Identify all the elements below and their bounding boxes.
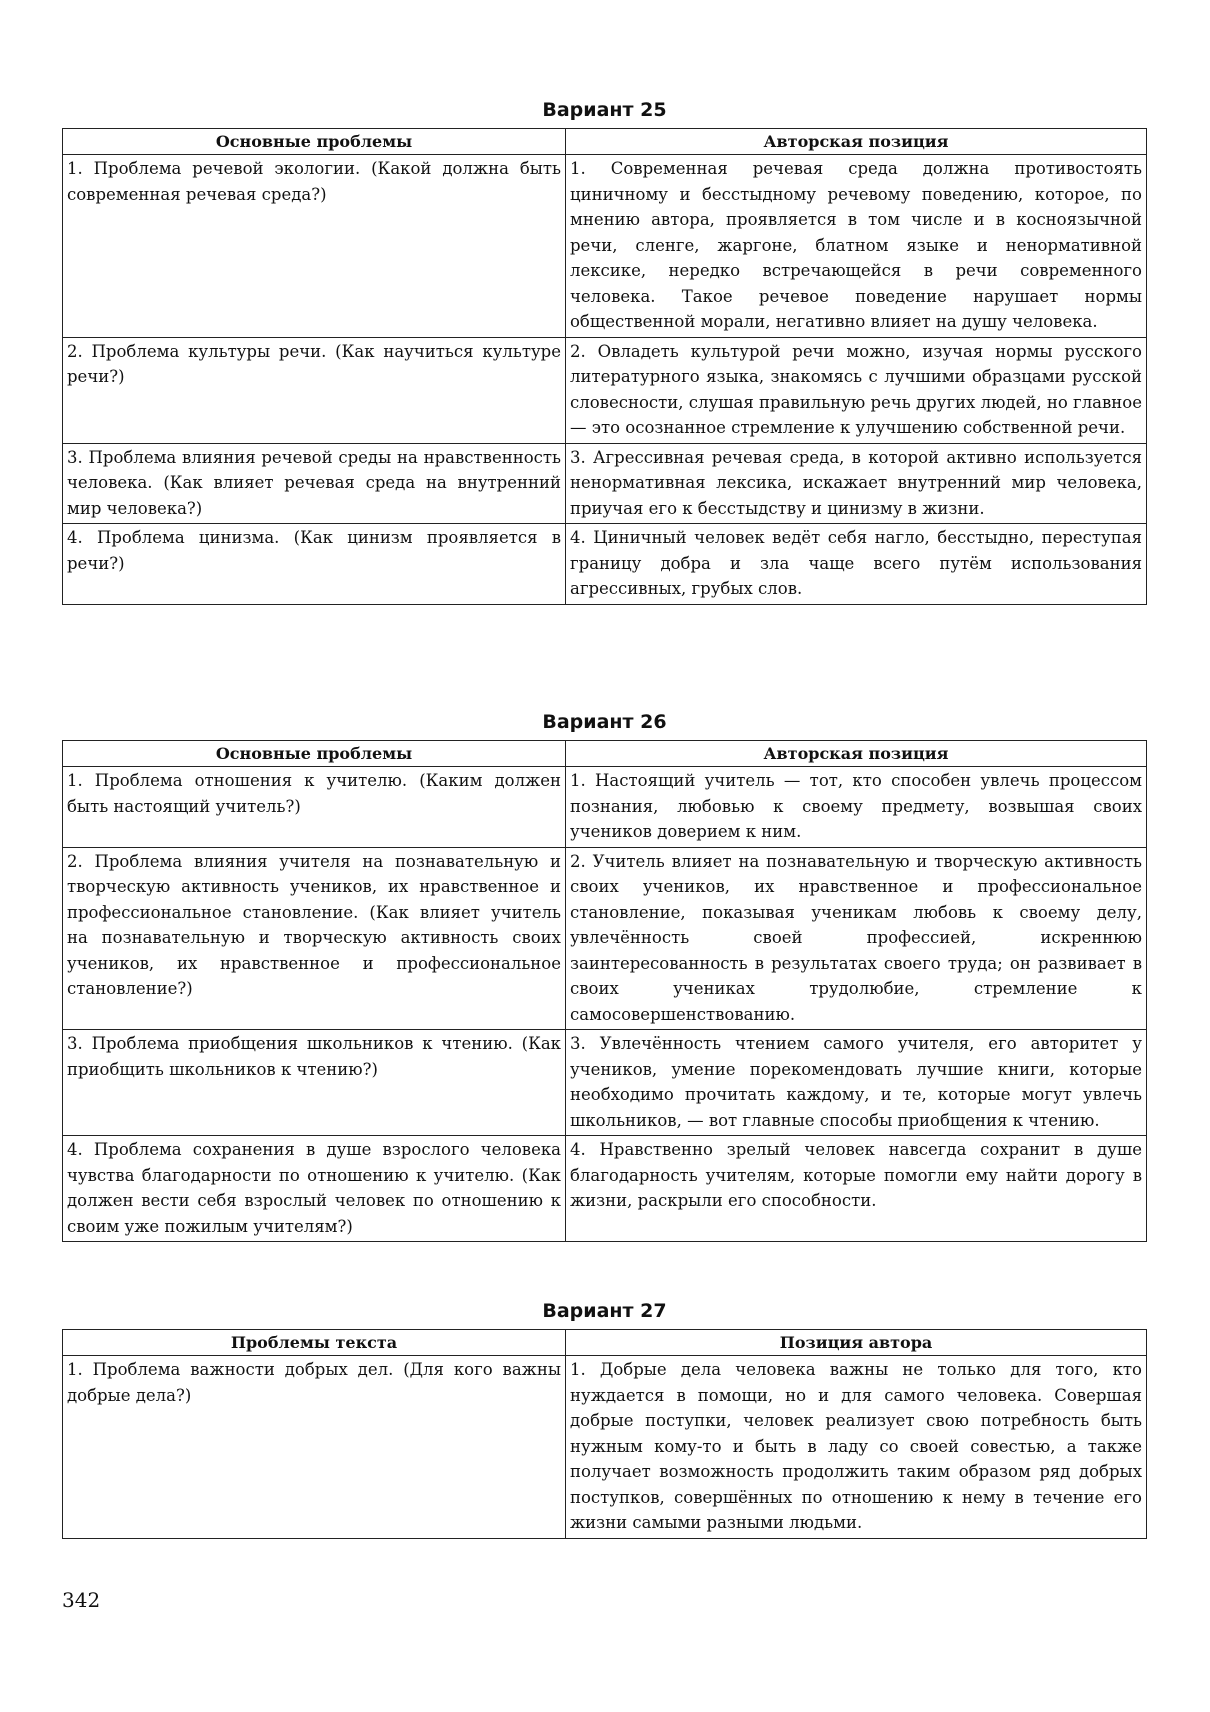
problem-cell: 2. Проблема влияния учителя на познавательную и творческую активность учеников, их нравственное и профессиональное становление. (Как влияет учитель на познавательную и творческую активность своих учеников, их нравственное и профессиональное становление?) (63, 847, 566, 1030)
table-header-row (63, 741, 1147, 767)
position-cell: 4. Циничный человек ведёт себя нагло, бесстыдно, переступая границу добра и зла чаще всего путём использования агрессивных, грубых слов. (566, 524, 1147, 605)
column-header-problems: Основные проблемы (63, 129, 566, 155)
problem-cell: 1. Проблема речевой экологии. (Какой должна быть современная речевая среда?) (63, 155, 566, 338)
variant-25-section (62, 96, 1147, 605)
column-header-position: Позиция автора (566, 1330, 1147, 1356)
position-cell: 2. Овладеть культурой речи можно, изучая нормы русского литературного языка, знакомясь с лучшими образцами русской словесности, слушая правильную речь других людей, но главное — это осознанное стремление к улучшению собственной речи. (566, 337, 1147, 443)
variant-title: Вариант 27 (542, 1300, 667, 1322)
column-header-problems: Основные проблемы (63, 741, 566, 767)
problem-cell: 2. Проблема культуры речи. (Как научиться культуре речи?) (63, 337, 566, 443)
position-cell: 3. Агрессивная речевая среда, в которой активно используется ненормативная лексика, искажает внутренний мир человека, приучая его к бесстыдству и цинизму в жизни. (566, 443, 1147, 524)
position-cell: 3. Увлечённость чтением самого учителя, его авторитет у учеников, умение порекомендовать лучшие книги, которые необходимо прочитать каждому, и те, которые могут увлечь школьников, — вот главные способы приобщения к чтению. (566, 1030, 1147, 1136)
position-cell: 2. Учитель влияет на познавательную и творческую активность своих учеников, их нравственное и профессиональное становление, показывая ученикам любовь к своему делу, увлечённость своей профессией, искреннюю заинтересованность в результатах своего труда; он развивает в своих учениках трудолюбие, стремление к самосовершенствованию. (566, 847, 1147, 1030)
problem-cell: 4. Проблема сохранения в душе взрослого человека чувства благодарности по отношению к учителю. (Как должен вести себя взрослый человек по отношению к своим уже пожилым учителям?) (63, 1136, 566, 1242)
table-row (63, 1136, 1147, 1242)
problem-cell: 1. Проблема отношения к учителю. (Каким должен быть настоящий учитель?) (63, 767, 566, 848)
variant-title: Вариант 25 (542, 99, 667, 121)
page-number: 342 (62, 1588, 101, 1612)
problem-cell: 1. Проблема важности добрых дел. (Для кого важны добрые дела?) (63, 1356, 566, 1539)
table-row (63, 1356, 1147, 1539)
column-header-problems: Проблемы текста (63, 1330, 566, 1356)
table-row (63, 767, 1147, 848)
problems-table (62, 740, 1147, 1242)
table-row (63, 155, 1147, 338)
table-row (63, 443, 1147, 524)
variant-title: Вариант 26 (542, 711, 667, 733)
table-row (63, 847, 1147, 1030)
variant-26-section (62, 708, 1147, 1242)
position-cell: 4. Нравственно зрелый человек навсегда сохранит в душе благодарность учителям, которые помогли ему найти дорогу в жизни, раскрыли его способности. (566, 1136, 1147, 1242)
table-row (63, 1030, 1147, 1136)
position-cell: 1. Настоящий учитель — тот, кто способен увлечь процессом познания, любовью к своему предмету, возвышая своих учеников доверием к ним. (566, 767, 1147, 848)
problems-table (62, 1329, 1147, 1539)
variant-27-section (62, 1297, 1147, 1539)
table-header-row (63, 129, 1147, 155)
table-row (63, 337, 1147, 443)
position-cell: 1. Современная речевая среда должна противостоять циничному и бесстыдному речевому поведению, которое, по мнению автора, проявляется в том числе и в косноязычной речи, сленге, жаргоне, блатном языке и ненормативной лексике, нередко встречающейся в речи современного человека. Такое речевое поведение нарушает нормы общественной морали, негативно влияет на душу человека. (566, 155, 1147, 338)
problem-cell: 4. Проблема цинизма. (Как цинизм проявляется в речи?) (63, 524, 566, 605)
table-row (63, 524, 1147, 605)
column-header-position: Авторская позиция (566, 129, 1147, 155)
problem-cell: 3. Проблема приобщения школьников к чтению. (Как приобщить школьников к чтению?) (63, 1030, 566, 1136)
problems-table (62, 128, 1147, 605)
column-header-position: Авторская позиция (566, 741, 1147, 767)
position-cell: 1. Добрые дела человека важны не только для того, кто нуждается в помощи, но и для самого человека. Совершая добрые поступки, человек реализует свою потребность быть нужным кому-то и быть в ладу со своей совестью, а также получает возможность продолжить таким образом ряд добрых поступков, совершённых по отношению к нему в течение его жизни самыми разными людьми. (566, 1356, 1147, 1539)
table-header-row (63, 1330, 1147, 1356)
problem-cell: 3. Проблема влияния речевой среды на нравственность человека. (Как влияет речевая среда на внутренний мир человека?) (63, 443, 566, 524)
